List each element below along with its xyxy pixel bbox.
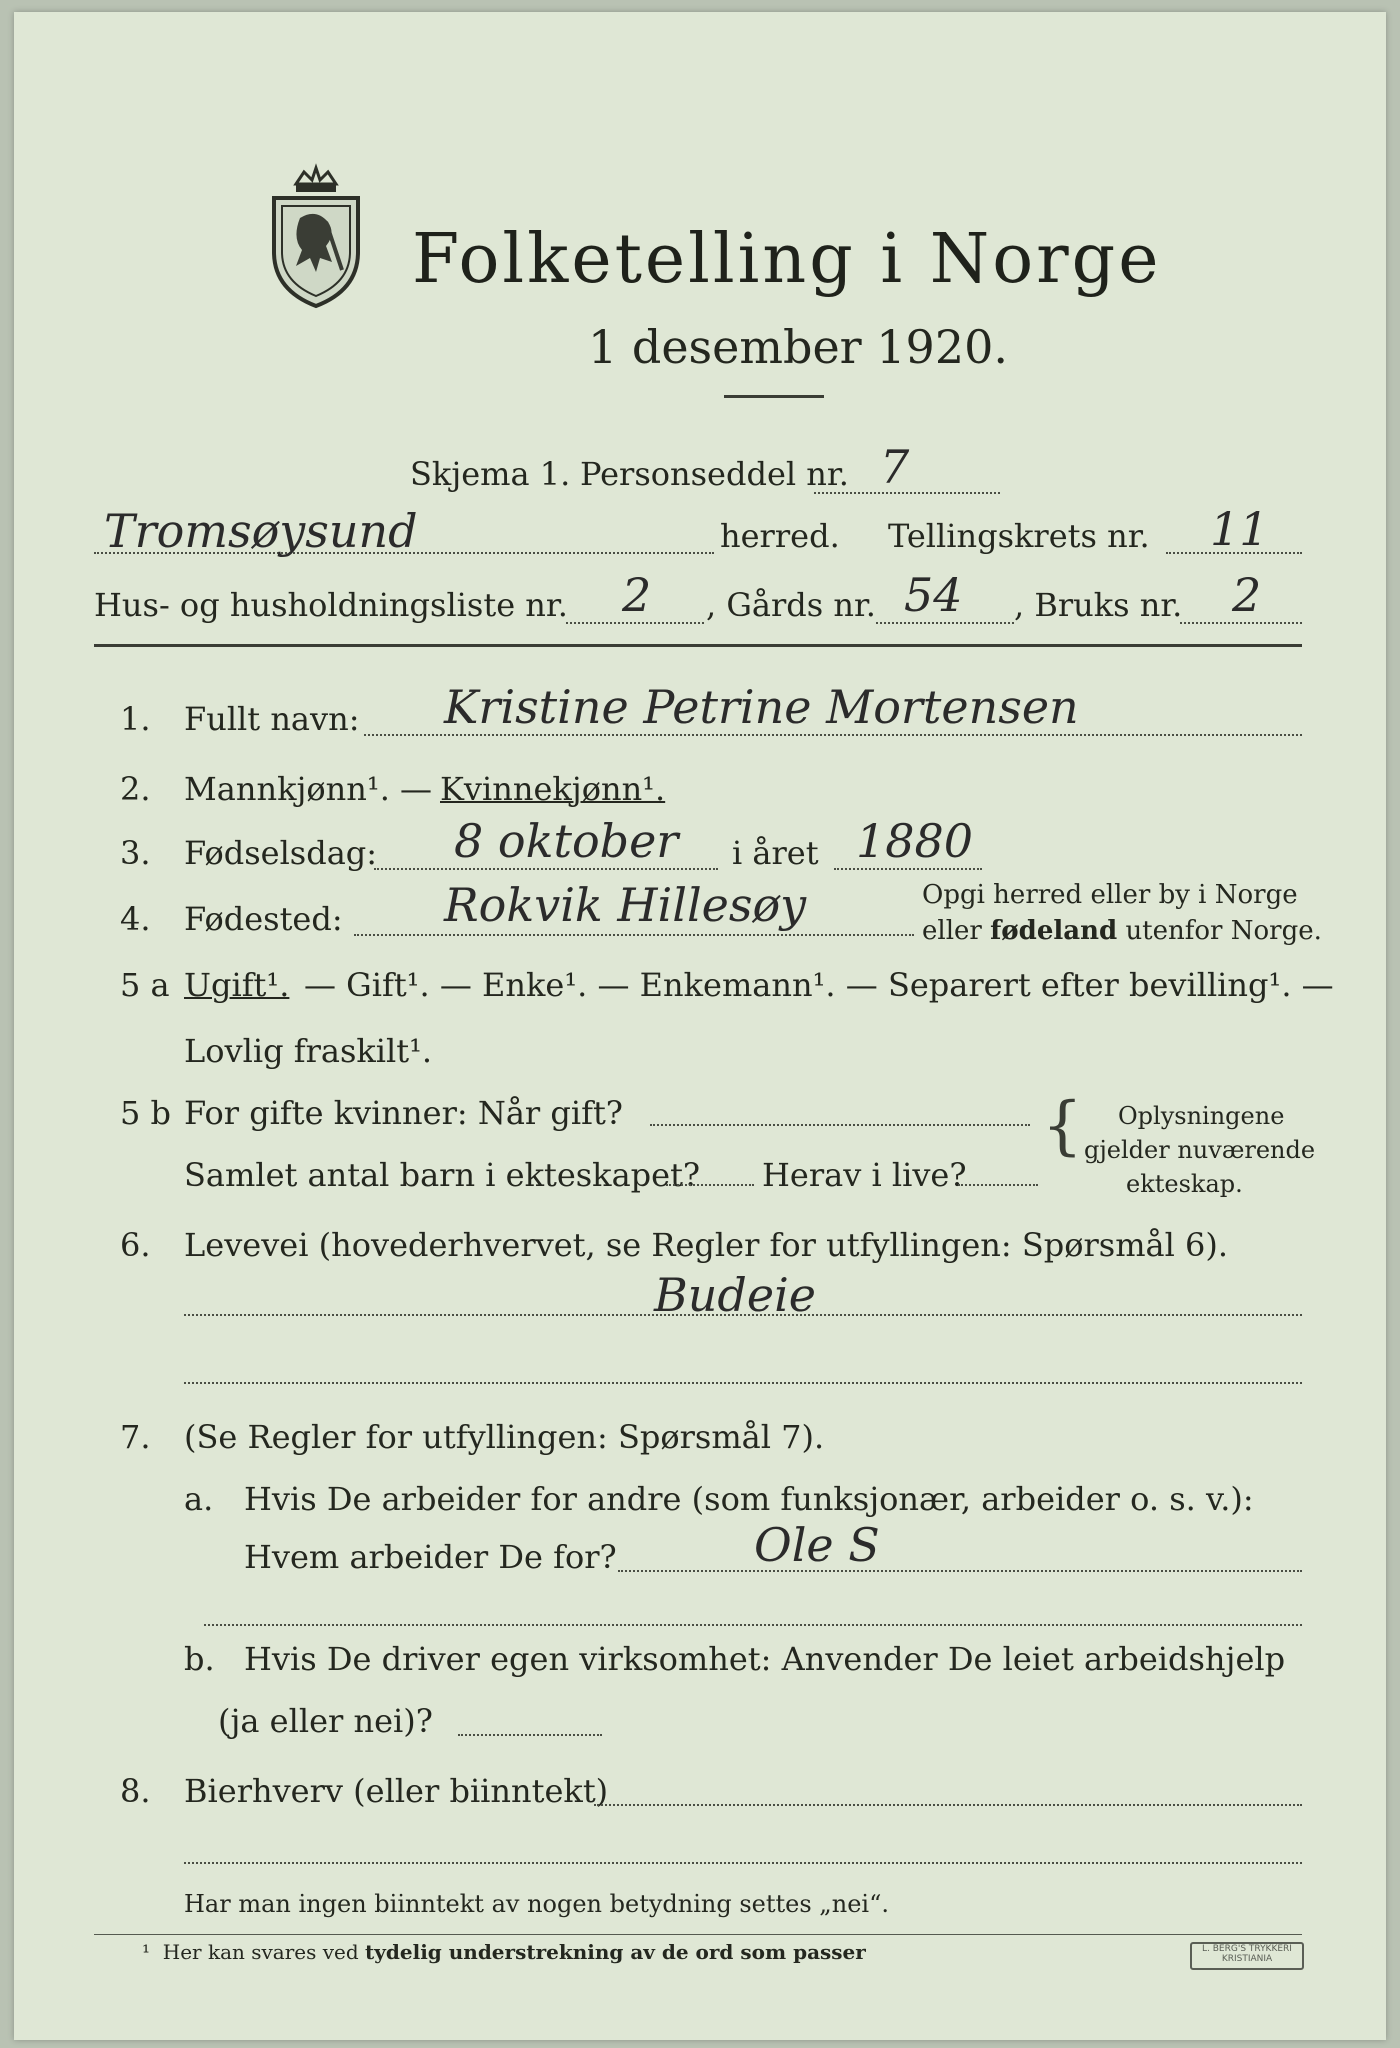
header-separator (94, 644, 1302, 647)
tellingskrets-value: 11 (1210, 502, 1269, 556)
q3-number: 3. (120, 834, 151, 872)
q7-label: (Se Regler for utfyllingen: Spørsmål 7). (184, 1418, 825, 1456)
occupation-field[interactable] (184, 1314, 1302, 1316)
herred-value: Tromsøysund (104, 504, 418, 558)
husliste-label: Hus- og husholdningsliste nr. (94, 586, 568, 624)
q5b-note-2: gjelder nuværende (1084, 1136, 1316, 1164)
gards-label: , Gårds nr. (706, 586, 876, 624)
brace-glyph: { (1042, 1089, 1083, 1163)
q8-number: 8. (120, 1772, 151, 1810)
q7a-text: Hvis De arbeider for andre (som funksjonær, arbeider o. s. v.): (244, 1480, 1254, 1518)
birth-year-field[interactable] (834, 868, 982, 870)
bruks-value: 2 (1232, 568, 1262, 622)
bruks-field[interactable] (1180, 622, 1302, 624)
q7a-letter: a. (184, 1480, 214, 1518)
children-field[interactable] (666, 1184, 754, 1186)
gards-value: 54 (904, 568, 963, 622)
footnote: ¹ Her kan svares ved tydelig understrekning av de ord som passer (142, 1940, 866, 1964)
personseddel-label: Personseddel nr. (580, 455, 849, 493)
ugift-option[interactable]: Ugift¹. (184, 966, 290, 1004)
husliste-field[interactable] (566, 622, 704, 624)
alive-field[interactable] (958, 1184, 1038, 1186)
q4-label: Fødested: (184, 900, 343, 938)
title-divider (724, 395, 824, 398)
nei-note: Har man ingen biinntekt av nogen betydning settes „nei“. (184, 1890, 889, 1918)
year-label: i året (732, 834, 819, 872)
hired-help-field[interactable] (458, 1734, 602, 1736)
q1-label: Fullt navn: (184, 700, 360, 738)
occupation-field-2[interactable] (184, 1382, 1302, 1384)
q3-label: Fødselsdag: (184, 834, 378, 872)
employer-field[interactable] (618, 1570, 1302, 1572)
q4-number: 4. (120, 900, 151, 938)
side-income-field-2[interactable] (184, 1862, 1302, 1864)
q7-number: 7. (120, 1418, 151, 1456)
printer-stamp: L. BERG'S TRYKKERI KRISTIANIA (1190, 1942, 1304, 1970)
q1-number: 1. (120, 700, 151, 738)
full-name-field[interactable] (364, 734, 1302, 736)
q5a-number: 5 a (120, 966, 170, 1004)
married-when-field[interactable] (650, 1124, 1030, 1126)
q6-label: Levevei (hovederhvervet, se Regler for utfyllingen: Spørsmål 6). (184, 1226, 1229, 1264)
gards-field[interactable] (876, 622, 1014, 624)
alive-label: Herav i live? (762, 1156, 967, 1194)
birthplace-field[interactable] (354, 934, 914, 936)
q4-note-line2: eller fødeland utenfor Norge. (922, 916, 1322, 946)
census-form (14, 12, 1386, 2040)
male-option[interactable]: Mannkjønn¹. — (184, 770, 433, 808)
q6-number: 6. (120, 1226, 151, 1264)
coat-of-arms-icon (266, 162, 366, 310)
q5b-note-1: Oplysningene (1118, 1102, 1285, 1130)
bruks-label: , Bruks nr. (1014, 586, 1183, 624)
female-option[interactable]: Kvinnekjønn¹. (440, 770, 666, 808)
birthday-field[interactable] (374, 868, 718, 870)
q4-note-line1: Opgi herred eller by i Norge (922, 880, 1298, 910)
form-title: Folketelling i Norge (412, 220, 1162, 299)
occupation-value: Budeie (654, 1268, 817, 1322)
q2-number: 2. (120, 770, 151, 808)
married-when-label: For gifte kvinner: Når gift? (184, 1094, 623, 1132)
q7b-text: Hvis De driver egen virksomhet: Anvender De leiet arbeidshjelp (244, 1640, 1286, 1678)
marital-options[interactable]: — Gift¹. — Enke¹. — Enkemann¹. — Separert efter bevilling¹. — (304, 966, 1334, 1004)
birthplace-value: Rokvik Hillesøy (444, 878, 807, 932)
employer-value: Ole S (754, 1518, 880, 1572)
tellingskrets-label: Tellingskrets nr. (888, 517, 1150, 555)
birth-year-value: 1880 (856, 814, 974, 868)
q7b-sub-label: (ja eller nei)? (218, 1702, 433, 1740)
birthday-value: 8 oktober (454, 814, 679, 868)
children-label: Samlet antal barn i ekteskapet? (184, 1156, 701, 1194)
herred-label: herred. (720, 517, 840, 555)
q8-label: Bierhverv (eller biinntekt) (184, 1772, 609, 1810)
side-income-field[interactable] (594, 1804, 1302, 1806)
full-name-value: Kristine Petrine Mortensen (444, 680, 1079, 734)
q5b-note-3: ekteskap. (1126, 1170, 1243, 1198)
q5b-number: 5 b (120, 1094, 172, 1132)
employer-field-2[interactable] (204, 1624, 1302, 1626)
census-date: 1 desember 1920. (588, 320, 1008, 374)
footnote-divider (94, 1934, 1302, 1935)
husliste-value: 2 (622, 568, 652, 622)
q7a-employer-label: Hvem arbeider De for? (244, 1538, 617, 1576)
q7b-letter: b. (184, 1640, 215, 1678)
fraskilt-option[interactable]: Lovlig fraskilt¹. (184, 1032, 433, 1070)
personseddel-value: 7 (880, 440, 910, 494)
skjema-label: Skjema 1. (410, 455, 571, 493)
